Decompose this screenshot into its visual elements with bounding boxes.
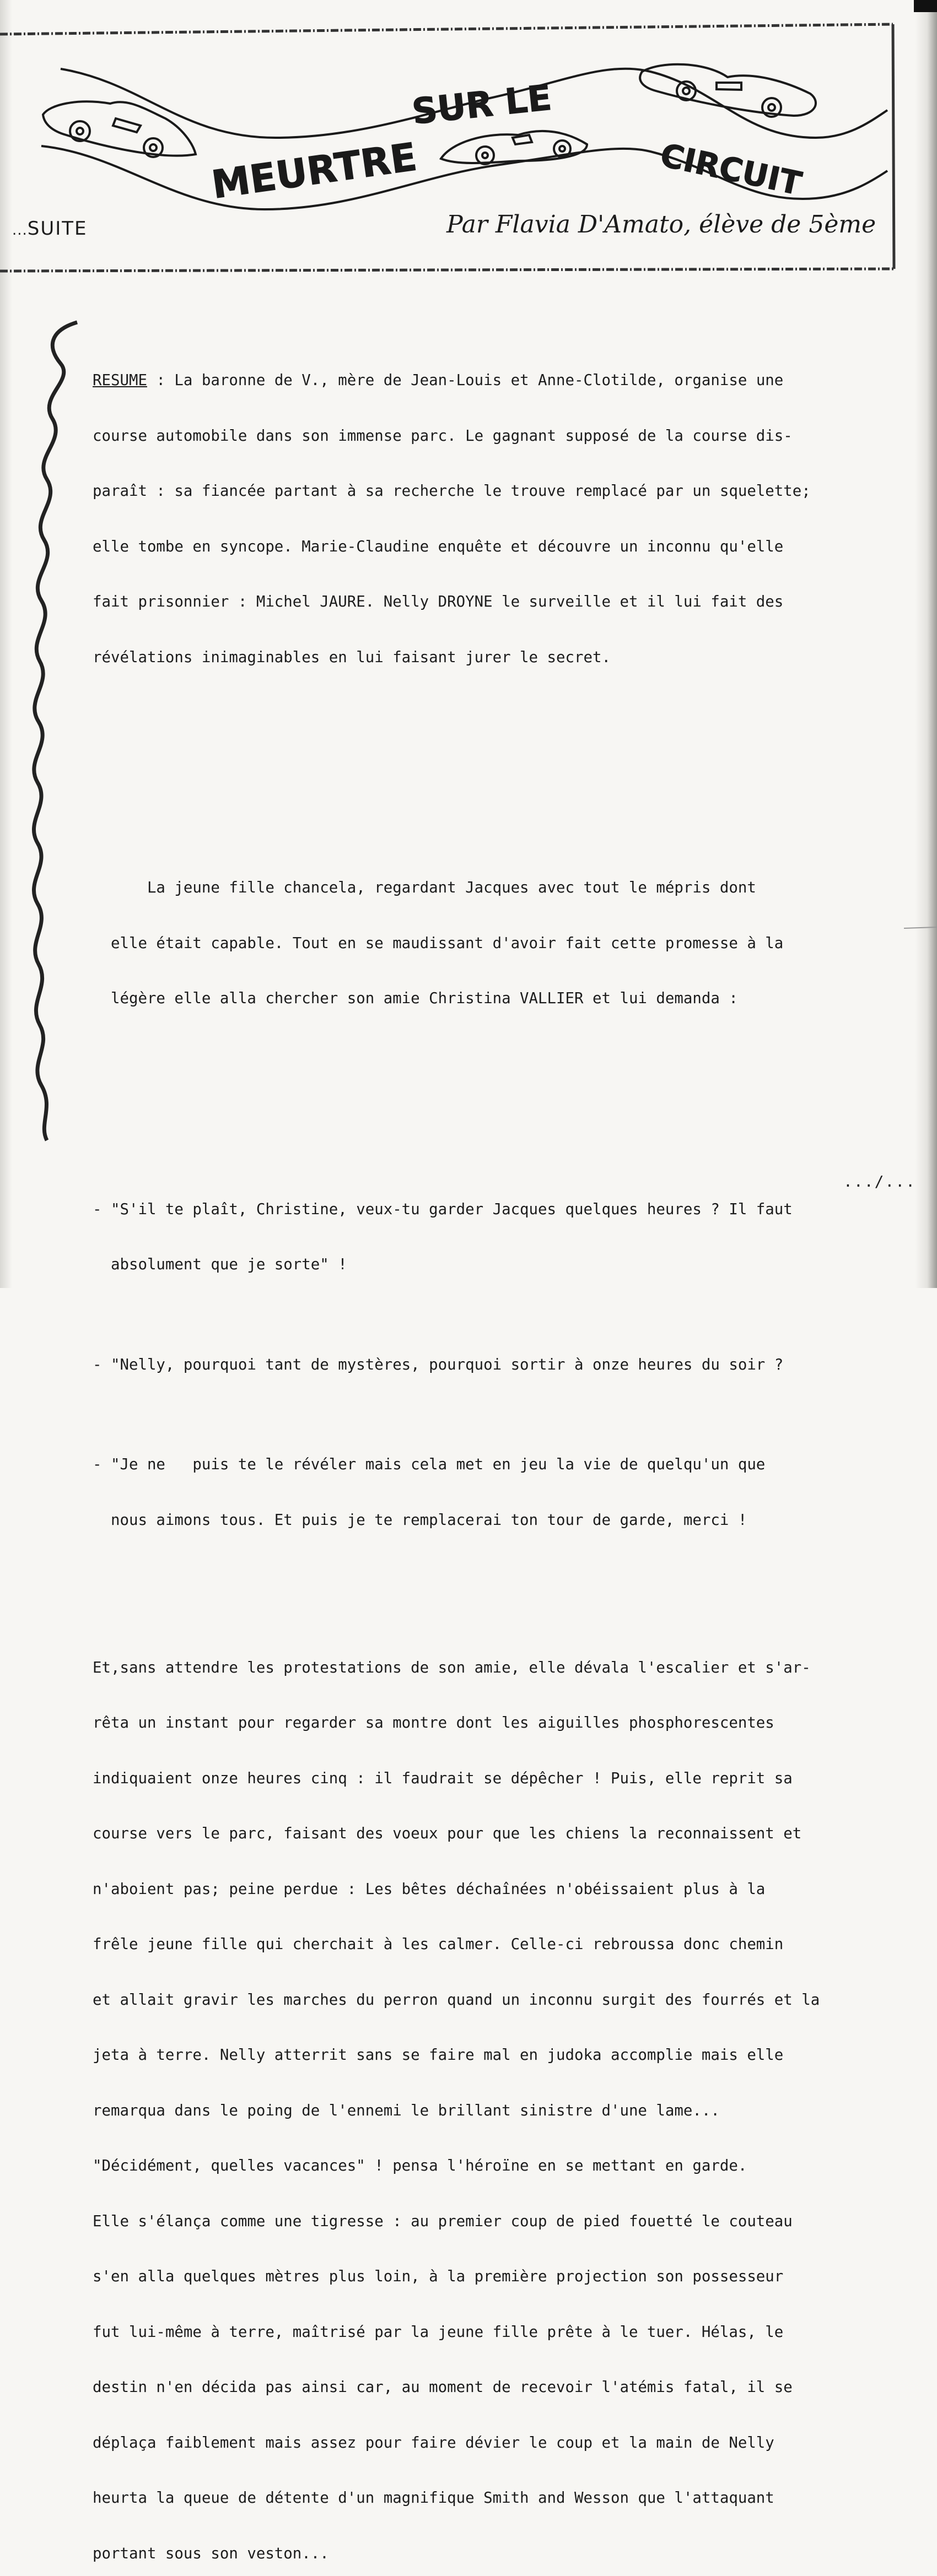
summary-line: elle tombe en syncope. Marie-Claudine enquête et découvre un inconnu qu'elle — [93, 538, 903, 556]
story-line: remarqua dans le poing de l'ennemi le brillant sinistre d'une lame... — [93, 2102, 903, 2120]
dialogue-line: - "S'il te plaît, Christine, veux-tu garder Jacques quelques heures ? Il faut — [93, 1200, 903, 1219]
story-line: Elle s'élança comme une tigresse : au premier coup de pied fouetté le couteau — [93, 2212, 903, 2231]
summary-line: fait prisonnier : Michel JAURE. Nelly DROYNE le surveille et il lui fait des — [93, 593, 903, 611]
dialogue-line: - "Je ne puis te le révéler mais cela met en jeu la vie de quelqu'un que — [93, 1455, 903, 1474]
dialogue — [93, 1163, 903, 1567]
summary-line-1: RESUME : La baronne de V., mère de Jean-Louis et Anne-Clotilde, organise une — [93, 371, 903, 390]
race-car-middle-icon — [441, 131, 587, 164]
story-line: indiquaient onze heures cinq : il faudrait se dépêcher ! Puis, elle reprit sa — [93, 1769, 903, 1788]
title-sur-le: SUR LE — [410, 78, 553, 133]
story-line: "Décidément, quelles vacances" ! pensa l'héroïne en se mettant en garde. — [93, 2157, 903, 2175]
story-line: course vers le parc, faisant des voeux pour que les chiens la reconnaissent et — [93, 1825, 903, 1843]
summary-label: RESUME — [93, 372, 147, 389]
story-line: frêle jeune fille qui cherchait à les calmer. Celle-ci rebroussa donc chemin — [93, 1935, 903, 1954]
story-line: s'en alla quelques mètres plus loin, à la première projection son possesseur — [93, 2267, 903, 2286]
story-line: jeta à terre. Nelly atterrit sans se faire mal en judoka accomplie mais elle — [93, 2046, 903, 2065]
story-line: La jeune fille chancela, regardant Jacques avec tout le mépris dont — [93, 879, 903, 897]
author-byline: Par Flavia D'Amato, élève de 5ème — [446, 210, 876, 239]
summary-line: paraît : sa fiancée partant à sa recherche le trouve remplacé par un squelette; — [93, 482, 903, 501]
story-line: et allait gravir les marches du perron quand un inconnu surgit des fourrés et la — [93, 1991, 903, 2010]
summary-line: révélations inimaginables en lui faisant jurer le secret. — [93, 648, 903, 667]
story-paragraph-2 — [93, 1622, 903, 2576]
article-body — [93, 297, 903, 2576]
story-line: n'aboient pas; peine perdue : Les bêtes déchaînées n'obéissaient plus à la — [93, 1880, 903, 1899]
story-line: fut lui-même à terre, maîtrisé par la jeune fille prête à le tuer. Hélas, le — [93, 2323, 903, 2342]
race-car-left-icon — [43, 101, 196, 157]
story-line: destin n'en décida pas ainsi car, au moment de recevoir l'atémis fatal, il se — [93, 2378, 903, 2397]
summary — [93, 334, 903, 703]
story-line: légère elle alla chercher son amie Christina VALLIER et lui demanda : — [93, 989, 903, 1008]
story-line: heurta la queue de détente d'un magnifique Smith and Wesson que l'attaquant — [93, 2489, 903, 2508]
summary-line: course automobile dans son immense parc. Le gagnant supposé de la course dis- — [93, 427, 903, 446]
story-line: elle était capable. Tout en se maudissant d'avoir fait cette promesse à la — [93, 934, 903, 953]
story-line: portant sous son veston... — [93, 2545, 903, 2563]
dialogue-line: nous aimons tous. Et puis je te remplacerai ton tour de garde, merci ! — [93, 1511, 903, 1530]
dialogue-line: - "Nelly, pourquoi tant de mystères, pourquoi sortir à onze heures du soir ? — [93, 1356, 903, 1374]
dialogue-line: absolument que je sorte" ! — [93, 1255, 903, 1274]
title-meurtre: MEURTRE — [209, 134, 419, 208]
story-paragraph-1 — [93, 842, 903, 1045]
story-line: déplaça faiblement mais assez pour faire dévier le coup et la main de Nelly — [93, 2434, 903, 2453]
header-banner — [0, 0, 937, 281]
story-line: Et,sans attendre les protestations de son amie, elle dévala l'escalier et s'ar- — [93, 1659, 903, 1677]
title-circuit: CIRCUIT — [657, 136, 805, 203]
story-line: rêta un instant pour regarder sa montre dont les aiguilles phosphorescentes — [93, 1714, 903, 1733]
continued-marker: .../... — [843, 1172, 916, 1190]
continuation-label: ...SUITE — [12, 218, 88, 240]
